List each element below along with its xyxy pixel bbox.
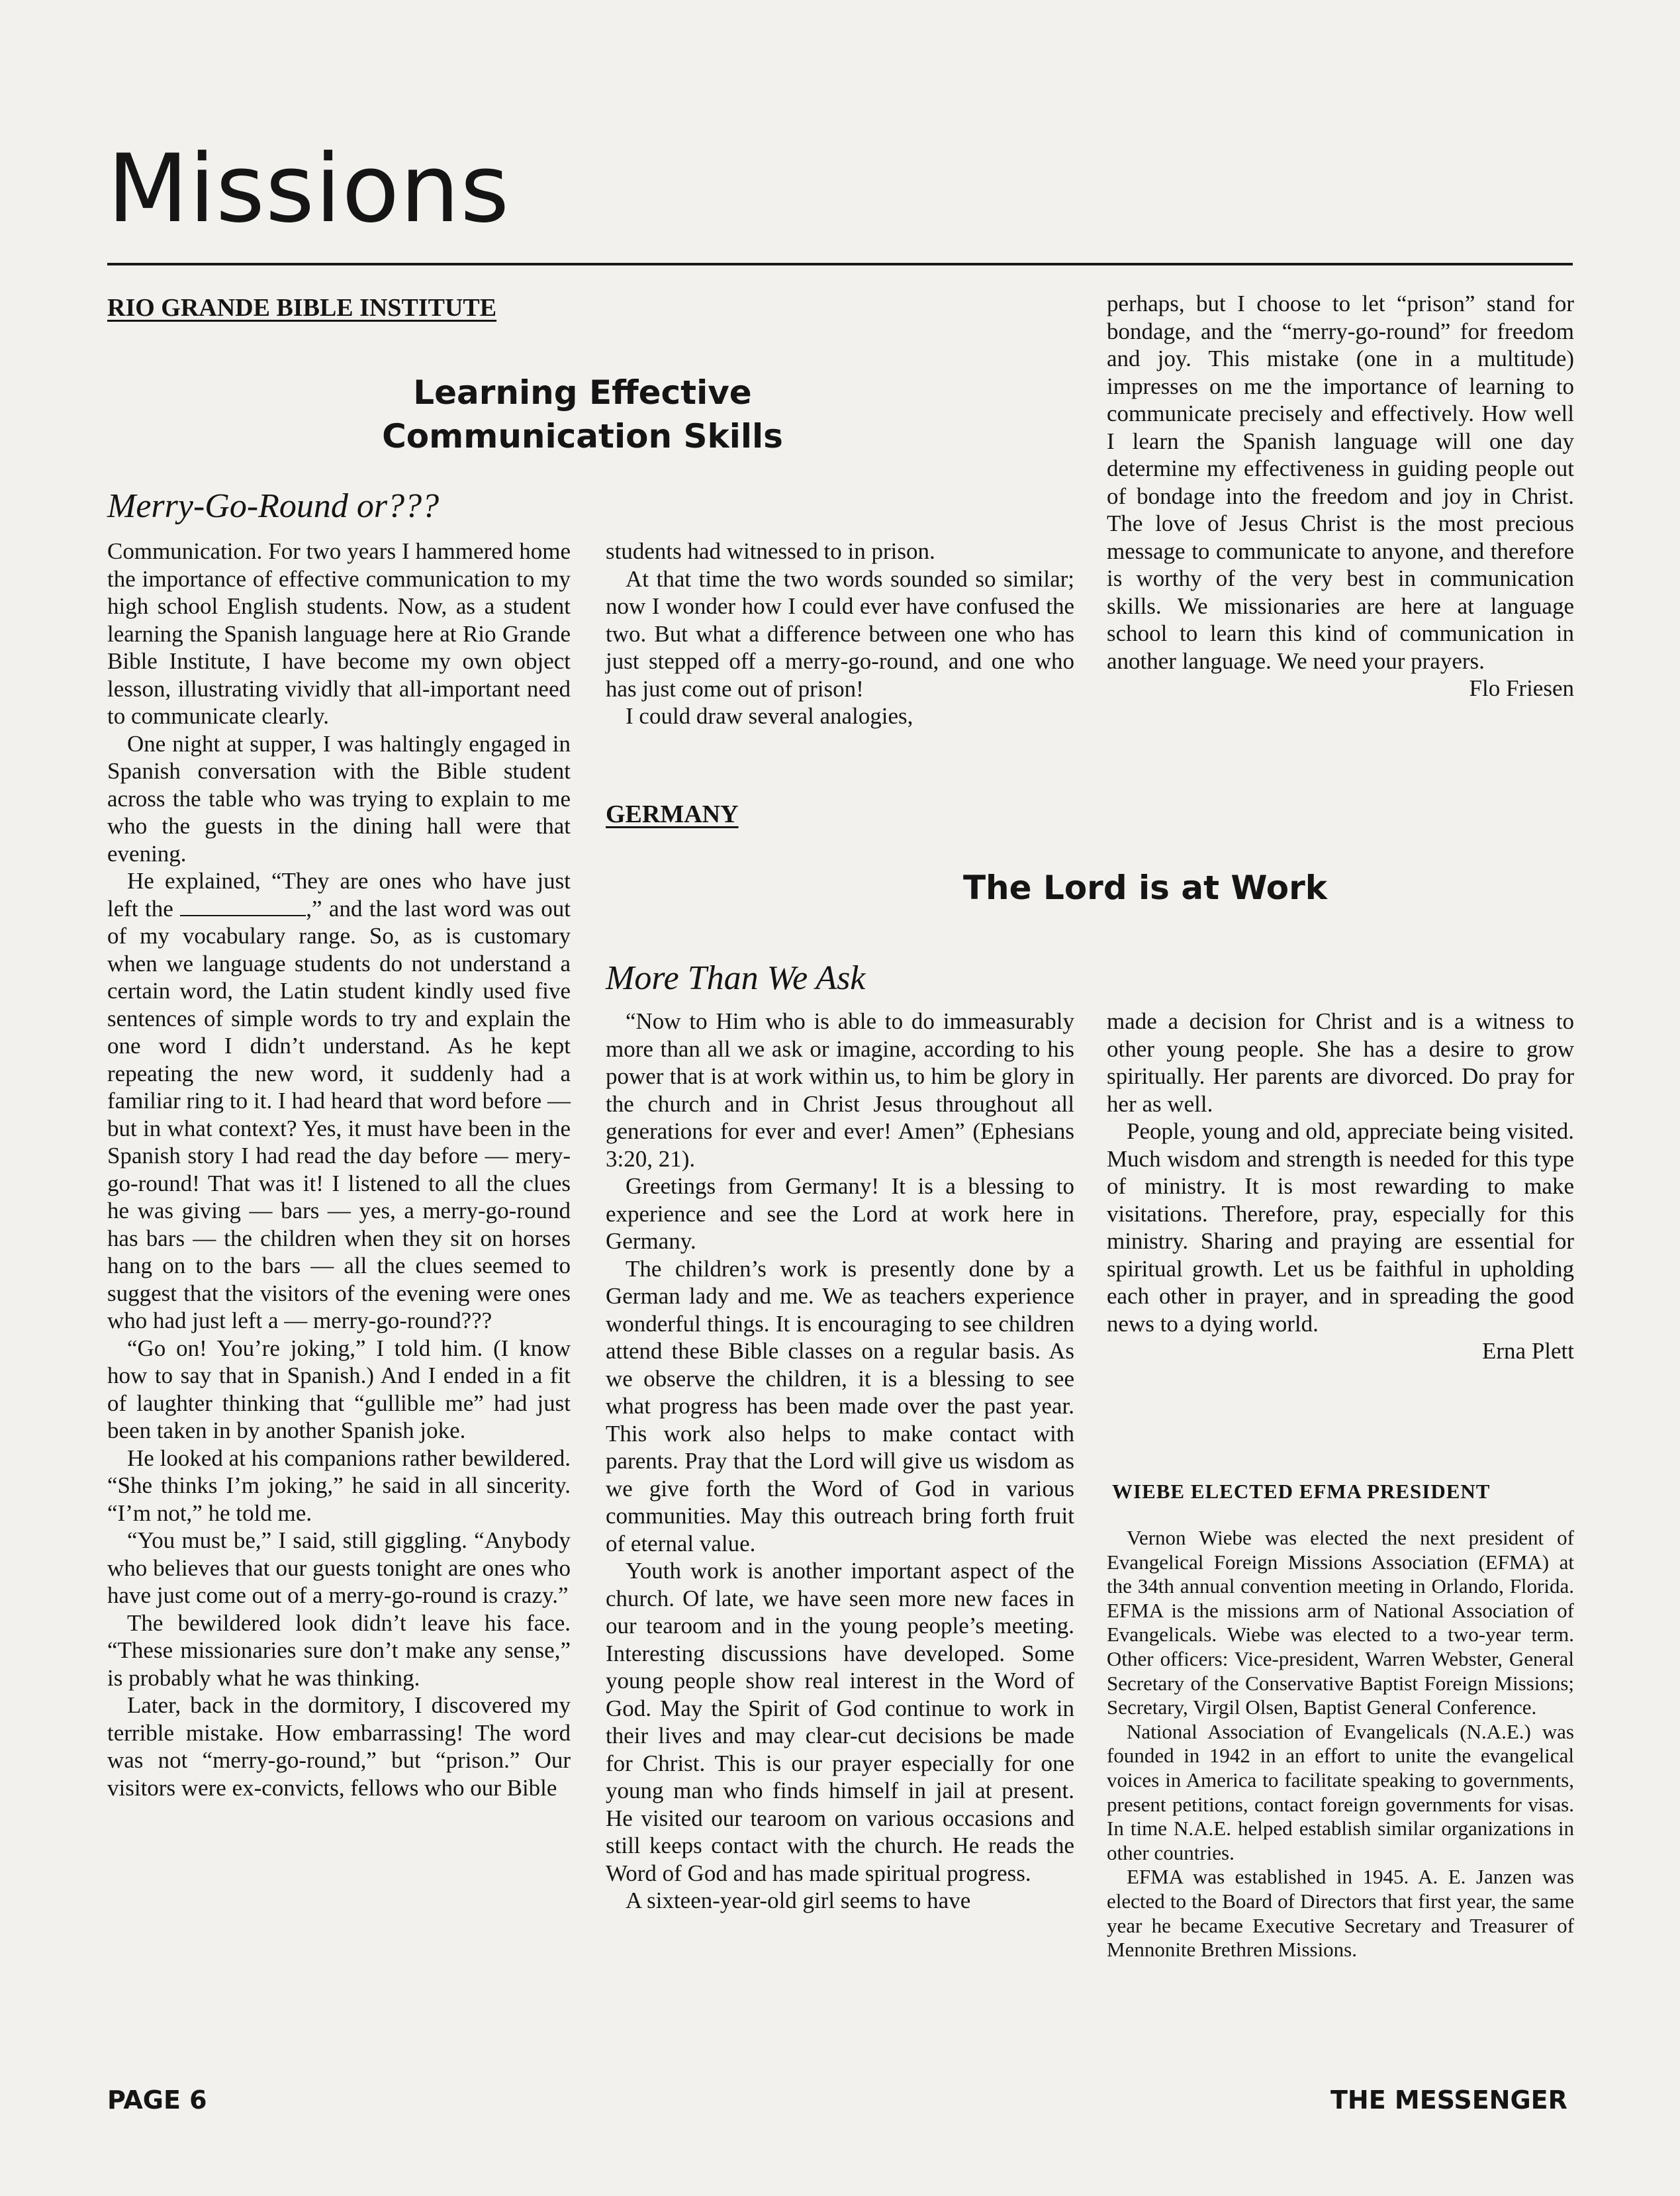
paragraph (107, 867, 571, 1335)
paragraph: The children’s work is presently done by a German lady and me. We as teachers experience wonderful things. It is encouraging to see children attend these Bible classes on a regular basis. As we observe the children, it is a blessing to see what progress has been made over the past year. This work also helps to make contact with parents. Pray that the Lord will give us wisdom as we give forth the Word of God in various communities. May this outreach bring forth fruit of eternal value. (606, 1255, 1074, 1556)
article1-headline: Learning Effective Communication Skills (382, 373, 783, 455)
paragraph: “You must be,” I said, still giggling. “Anybody who believes that our guests tonight are ones who have just come out of a merry-go-round is crazy.” (107, 1527, 571, 1608)
paragraph: perhaps, but I choose to let “prison” stand for bondage, and the “merry-go-round” for freedom and joy. This mistake (one in a multitude) impresses on me the importance of learning to communicate precisely and effectively. How well I learn the Spanish language will one day determine my effectiveness in guiding people out of bondage into the freedom and joy in Christ. The love of Jesus Christ is the most precious message to communicate to anyone, and therefore is worthy of the very best in communication skills. We missionaries are here at language school to learn this kind of communication in another language. We need your prayers. (1107, 291, 1574, 674)
author-signature: Flo Friesen (1469, 675, 1574, 701)
article1-column-2 (606, 538, 1074, 730)
paragraph: EFMA was established in 1945. A. E. Janzen was elected to the Board of Directors that first year, the same year he became Executive Secretary and Treasurer of Mennonite Brethren Missions. (1107, 1865, 1574, 1962)
paragraph-fragment: ,” and the last word was out of my vocabulary range. So, as is customary when we language students do not understand a certain word, the Latin student kindly used five sentences of simple words to try and explain the one word I didn’t understand. As he kept repeating the new word, it suddenly had a familiar ring to it. I had heard that word before — but in what context? Yes, it must have been in the Spanish story I had read the day before — mery-go-round! That was it! I listened to all the clues he was giving — bars — yes, a merry-go-round has bars — the children when they sit on horses hang on to the bars — all the clues seemed to suggest that the visitors of the evening were ones who had just left a — merry-go-round??? (107, 895, 571, 1333)
article2-column-2 (1107, 1008, 1574, 1365)
paragraph: People, young and old, appreciate being visited. Much wisdom and strength is needed for this type of ministry. It is most rewarding to make visitations. Therefore, pray, especially for this ministry. Sharing and praying are essential for spiritual growth. Let us be faithful in upholding each other in prayer, and in spreading the good news to a dying world. (1107, 1118, 1574, 1337)
header-rule (107, 263, 1573, 265)
sidebar-body (1107, 1526, 1574, 1962)
article1-kicker: RIO GRANDE BIBLE INSTITUTE (107, 294, 497, 322)
article1-column-3 (1107, 290, 1574, 702)
paragraph-fragment: He explained, “They are ones who have just left the (107, 868, 571, 922)
paragraph: One night at supper, I was haltingly engaged in Spanish conversation with the Bible student across the table who was trying to explain to me who the guests in the dining hall were that evening. (107, 730, 571, 867)
paragraph: Later, back in the dormitory, I discovered my terrible mistake. How embarrassing! The word was not “merry-go-round,” but “prison.” Our visitors were ex-convicts, fellows who our Bible (107, 1692, 571, 1801)
page-number: PAGE 6 (107, 2085, 207, 2115)
paragraph: made a decision for Christ and is a witness to other young people. She has a desire to grow spiritually. Her parents are divorced. Do pray for her as well. (1107, 1008, 1574, 1117)
paragraph: “Now to Him who is able to do immeasurably more than all we ask or imagine, according to his power that is at work within us, to him be glory in the church and in Christ Jesus throughout all generations for ever and ever! Amen” (Ephesians 3:20, 21). (606, 1008, 1074, 1172)
paragraph: He looked at his companions rather bewildered. “She thinks I’m joking,” he said in all sincerity. “I’m not,” he told me. (107, 1445, 571, 1526)
article2-column-1 (606, 1008, 1074, 1915)
paragraph: Youth work is another important aspect of the church. Of late, we have seen more new faces in our tearoom and in the young people’s meeting. Interesting discussions have developed. Some young people show real interest in the Word of God. May the Spirit of God continue to work in their lives and may clear-cut decisions be made for Christ. This is our prayer especially for one young man who finds himself in jail at present. He visited our tearoom on various occasions and still keeps contact with the church. He reads the Word of God and has made spiritual progress. (606, 1558, 1074, 1886)
paragraph: At that time the two words sounded so similar; now I wonder how I could ever have confused the two. But what a difference between one who has just stepped off a merry-go-round, and one who has just come out of prison! (606, 565, 1074, 702)
article1-column-1 (107, 538, 571, 1801)
article2-subhead: More Than We Ask (606, 959, 866, 997)
article2-headline: The Lord is at Work (962, 869, 1328, 907)
paragraph: Greetings from Germany! It is a blessing to experience and see the Lord at work here in Germany. (606, 1173, 1074, 1254)
publication-name: THE MESSENGER (1330, 2085, 1567, 2115)
paragraph: “Go on! You’re joking,” I told him. (I know how to say that in Spanish.) And I ended in a fit of laughter thinking that “gullible me” had just been taken in by another Spanish joke. (107, 1335, 571, 1443)
blank-line (180, 899, 306, 916)
article1-subhead: Merry-Go-Round or??? (107, 487, 440, 525)
paragraph: students had witnessed to in prison. (606, 538, 935, 564)
paragraph: I could draw several analogies, (626, 703, 913, 729)
sidebar-title: WIEBE ELECTED EFMA PRESIDENT (1112, 1480, 1491, 1503)
author-signature: Erna Plett (1482, 1338, 1574, 1364)
paragraph: The bewildered look didn’t leave his face. “These missionaries sure don’t make any sense,” is probably what he was thinking. (107, 1609, 571, 1691)
article2-kicker: GERMANY (606, 800, 739, 828)
section-title: Missions (107, 134, 510, 244)
paragraph: National Association of Evangelicals (N.A.E.) was founded in 1942 in an effort to unite the evangelical voices in America to facilitate speaking to governments, present petitions, contact foreign governments for visas. In time N.A.E. helped establish similar organizations in other countries. (1107, 1719, 1574, 1864)
paragraph: A sixteen-year-old girl seems to have (626, 1887, 971, 1913)
paragraph: Communication. For two years I hammered home the importance of effective communication to my high school English students. Now, as a student learning the Spanish language here at Rio Grande Bible Institute, I have become my own object lesson, illustrating vividly that all-important need to communicate clearly. (107, 538, 571, 729)
paragraph: Vernon Wiebe was elected the next president of Evangelical Foreign Missions Association (EFMA) at the 34th annual convention meeting in Orlando, Florida. EFMA is the missions arm of National Association of Evangelicals. Wiebe was elected to a two-year term. Other officers: Vice-president, Warren Webster, General Secretary of the Conservative Baptist Foreign Missions; Secretary, Virgil Olsen, Baptist General Conference. (1107, 1526, 1574, 1719)
